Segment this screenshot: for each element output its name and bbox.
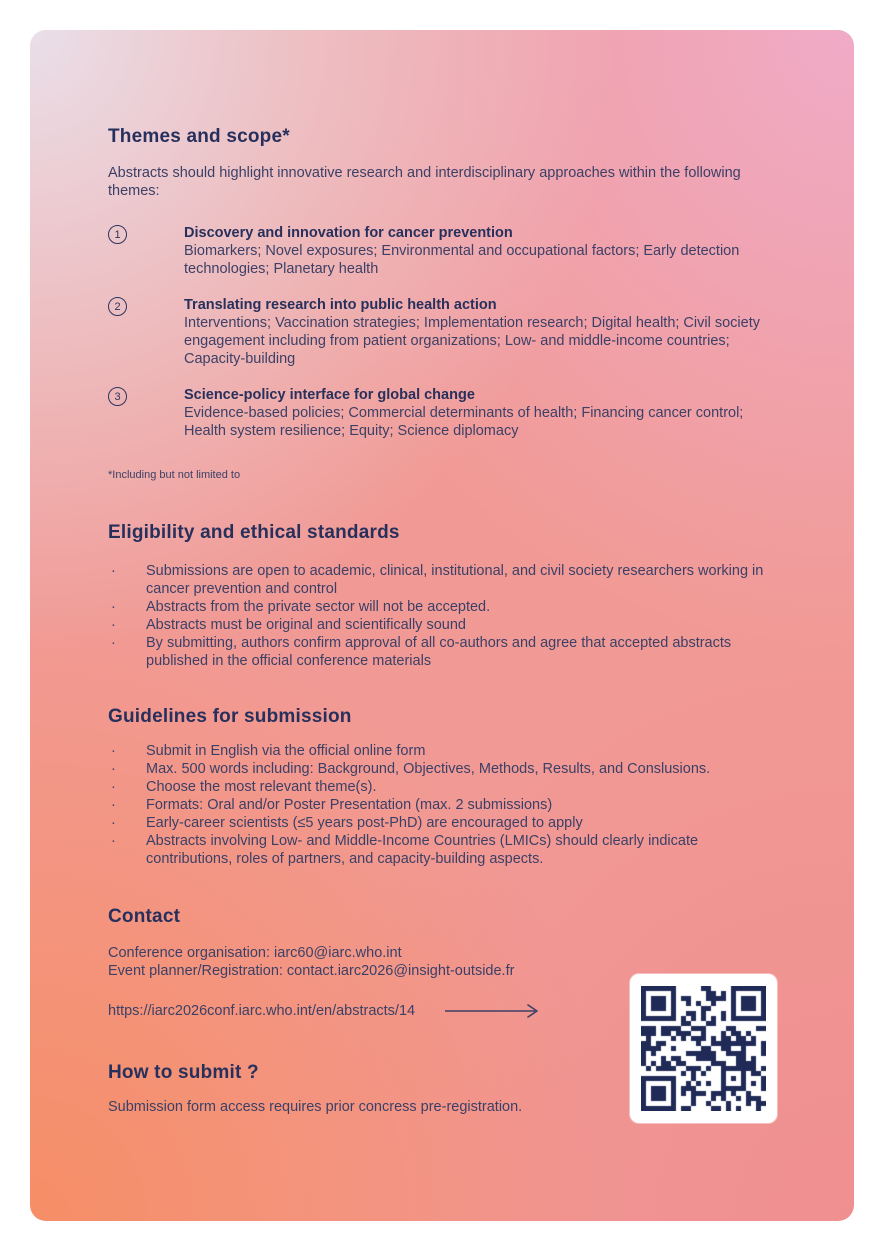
eligibility-item xyxy=(108,562,808,598)
eligibility-item xyxy=(108,634,808,670)
bullet-dot-icon: · xyxy=(111,797,116,813)
bullet-dot-icon: · xyxy=(111,779,116,795)
how-to-submit-heading: How to submit ? xyxy=(108,1062,259,1083)
themes-list xyxy=(108,224,808,440)
theme-item xyxy=(108,224,808,278)
guidelines-item xyxy=(108,796,808,814)
eligibility-item-text: Abstracts from the private sector will not be accepted. xyxy=(146,599,491,615)
abstracts-url-link[interactable]: https://iarc2026conf.iarc.who.int/en/abstracts/14 xyxy=(108,1003,416,1019)
bullet-dot-icon: · xyxy=(111,599,116,615)
flyer-card xyxy=(30,30,854,1221)
theme-title: Discovery and innovation for cancer prevention xyxy=(184,225,513,241)
guidelines-item-text: Submit in English via the official online form xyxy=(146,743,426,759)
theme-number-badge: 3 xyxy=(108,387,127,406)
eligibility-item-text: By submitting, authors confirm approval of all co-authors and agree that accepted abstracts published in the official conference materials xyxy=(146,635,732,669)
guidelines-item-text: Choose the most relevant theme(s). xyxy=(146,779,377,795)
guidelines-item-text: Formats: Oral and/or Poster Presentation (max. 2 submissions) xyxy=(146,797,553,813)
theme-title: Science-policy interface for global change xyxy=(184,387,475,403)
themes-footnote: *Including but not limited to xyxy=(108,469,241,481)
bullet-dot-icon: · xyxy=(111,743,116,759)
bullet-dot-icon: · xyxy=(111,617,116,633)
bullet-dot-icon: · xyxy=(111,833,116,849)
guidelines-item xyxy=(108,814,808,832)
bullet-dot-icon: · xyxy=(111,761,116,777)
bullet-dot-icon: · xyxy=(111,563,116,579)
contact-registration-line: Event planner/Registration: contact.iarc2026@insight-outside.fr xyxy=(108,963,515,979)
guidelines-item xyxy=(108,742,808,760)
theme-description: Evidence-based policies; Commercial determinants of health; Financing cancer control; Health system resilience; Equity; Science diplomacy xyxy=(184,405,744,439)
contact-heading: Contact xyxy=(108,906,181,927)
guidelines-item xyxy=(108,832,808,868)
guidelines-item-text: Early-career scientists (≤5 years post-PhD) are encouraged to apply xyxy=(146,815,583,831)
qr-code-panel xyxy=(630,974,777,1123)
bullet-dot-icon: · xyxy=(111,635,116,651)
qr-code xyxy=(641,986,766,1111)
theme-title: Translating research into public health action xyxy=(184,297,497,313)
flyer-content xyxy=(108,30,808,1116)
eligibility-item-text: Submissions are open to academic, clinical, institutional, and civil society researchers working in cancer prevention and control xyxy=(146,563,764,597)
theme-item xyxy=(108,296,808,368)
arrow-right-icon xyxy=(443,1003,543,1019)
theme-number-badge: 1 xyxy=(108,225,127,244)
eligibility-heading: Eligibility and ethical standards xyxy=(108,522,400,543)
themes-heading: Themes and scope* xyxy=(108,126,290,147)
bullet-dot-icon: · xyxy=(111,815,116,831)
guidelines-item-text: Max. 500 words including: Background, Objectives, Methods, Results, and Conslusions. xyxy=(146,761,711,777)
guidelines-list xyxy=(108,742,808,868)
how-to-submit-text: Submission form access requires prior concress pre-registration. xyxy=(108,1099,523,1115)
theme-description: Biomarkers; Novel exposures; Environmental and occupational factors; Early detection technologies; Planetary health xyxy=(184,243,740,277)
eligibility-item xyxy=(108,598,808,616)
guidelines-item xyxy=(108,778,808,796)
guidelines-item xyxy=(108,760,808,778)
themes-intro: Abstracts should highlight innovative research and interdisciplinary approaches within the following themes: xyxy=(108,165,741,199)
guidelines-item-text: Abstracts involving Low- and Middle-Income Countries (LMICs) should clearly indicate contributions, roles of partners, and capacity-building aspects. xyxy=(146,833,699,867)
eligibility-item xyxy=(108,616,808,634)
eligibility-item-text: Abstracts must be original and scientifically sound xyxy=(146,617,466,633)
theme-number-badge: 2 xyxy=(108,297,127,316)
guidelines-heading: Guidelines for submission xyxy=(108,706,352,727)
contact-organisation-line: Conference organisation: iarc60@iarc.who.int xyxy=(108,945,402,961)
theme-item xyxy=(108,386,808,440)
eligibility-list xyxy=(108,562,808,670)
theme-description: Interventions; Vaccination strategies; Implementation research; Digital health; Civil society engagement including from patient organizations; Low- and middle-income countries; Capacity-building xyxy=(184,315,760,367)
